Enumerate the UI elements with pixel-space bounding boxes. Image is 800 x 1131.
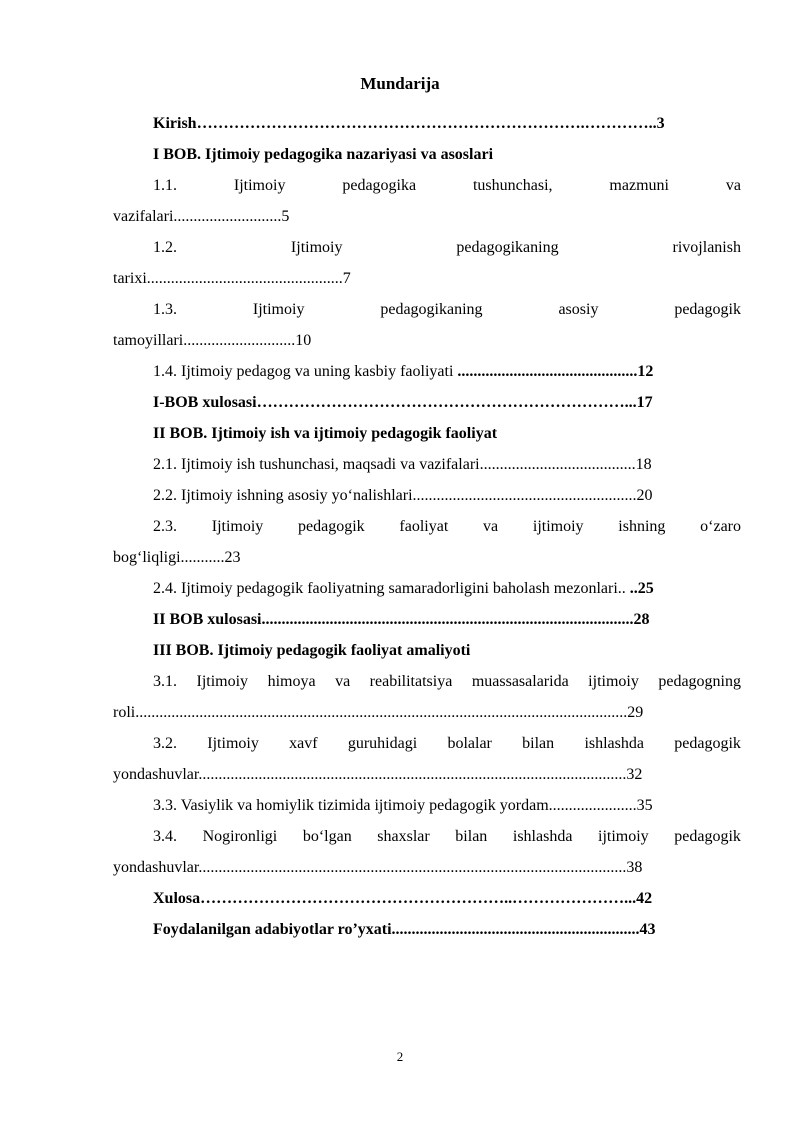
- toc-entry-1-2-cont[interactable]: tarixi.................................................7: [113, 270, 351, 287]
- toc-entry-3-1-cont[interactable]: roli...........................................................................................................................29: [113, 704, 644, 721]
- toc-entry-2-3-cont[interactable]: bog‘liqligi...........23: [113, 549, 241, 566]
- table-of-contents: [113, 108, 741, 945]
- toc-entry-2-1[interactable]: 2.1. Ijtimoiy ish tushunchasi, maqsadi va vazifalari.......................................18: [153, 456, 652, 473]
- toc-entry-3-1[interactable]: 3.1. Ijtimoiy himoya va reabilitatsiya muassasalarida ijtimoiy pedagogning: [153, 673, 741, 690]
- toc-chapter-1-conclusion[interactable]: I-BOB xulosasi……………………………………………………………...17: [153, 394, 653, 411]
- toc-entry-1-2[interactable]: 1.2. Ijtimoiy pedagogikaning rivojlanish: [153, 239, 741, 256]
- toc-entry-references[interactable]: Foydalanilgan adabiyotlar ro’yxati..............................................................43: [153, 921, 656, 938]
- toc-entry-1-4[interactable]: 1.4. Ijtimoiy pedagog va uning kasbiy faoliyati .............................................12: [153, 363, 654, 380]
- toc-entry-1-1-cont[interactable]: vazifalari...........................5: [113, 208, 290, 225]
- toc-chapter-2-title[interactable]: II BOB. Ijtimoiy ish va ijtimoiy pedagogik faoliyat: [153, 425, 498, 442]
- toc-chapter-3-title[interactable]: III BOB. Ijtimoiy pedagogik faoliyat amaliyoti: [153, 642, 471, 659]
- toc-entry-3-4[interactable]: 3.4. Nogironligi bo‘lgan shaxslar bilan ishlashda ijtimoiy pedagogik: [153, 828, 741, 845]
- toc-title: Mundarija: [360, 74, 440, 93]
- toc-entry-3-2[interactable]: 3.2. Ijtimoiy xavf guruhidagi bolalar bilan ishlashda pedagogik: [153, 735, 741, 752]
- toc-entry-2-4[interactable]: 2.4. Ijtimoiy pedagogik faoliyatning samaradorligini baholash mezonlari.. ..25: [153, 580, 654, 597]
- toc-entry-introduction[interactable]: Kirish……………………………………………………………….…………..3: [153, 115, 665, 132]
- toc-entry-conclusion[interactable]: Xulosa…………………………………………………..…………………...42: [153, 890, 653, 907]
- toc-entry-3-2-cont[interactable]: yondashuvlar...........................................................................................................32: [113, 766, 643, 783]
- page-number: 2: [396, 1049, 404, 1064]
- toc-entry-1-3-cont[interactable]: tamoyillari............................10: [113, 332, 312, 349]
- toc-entry-3-3[interactable]: 3.3. Vasiylik va homiylik tizimida ijtimoiy pedagogik yordam......................35: [153, 797, 653, 814]
- toc-entry-1-3[interactable]: 1.3. Ijtimoiy pedagogikaning asosiy pedagogik: [153, 301, 741, 318]
- toc-chapter-1-title[interactable]: I BOB. Ijtimoiy pedagogika nazariyasi va asoslari: [153, 146, 494, 163]
- toc-entry-3-4-cont[interactable]: yondashuvlar...........................................................................................................38: [113, 859, 643, 876]
- toc-entry-2-2[interactable]: 2.2. Ijtimoiy ishning asosiy yo‘nalishlari........................................................20: [153, 487, 653, 504]
- toc-chapter-2-conclusion[interactable]: II BOB xulosasi.............................................................................................28: [153, 611, 650, 628]
- toc-entry-2-3[interactable]: 2.3. Ijtimoiy pedagogik faoliyat va ijtimoiy ishning o‘zaro: [153, 518, 741, 535]
- toc-entry-1-1[interactable]: 1.1. Ijtimoiy pedagogika tushunchasi, mazmuni va: [153, 177, 741, 194]
